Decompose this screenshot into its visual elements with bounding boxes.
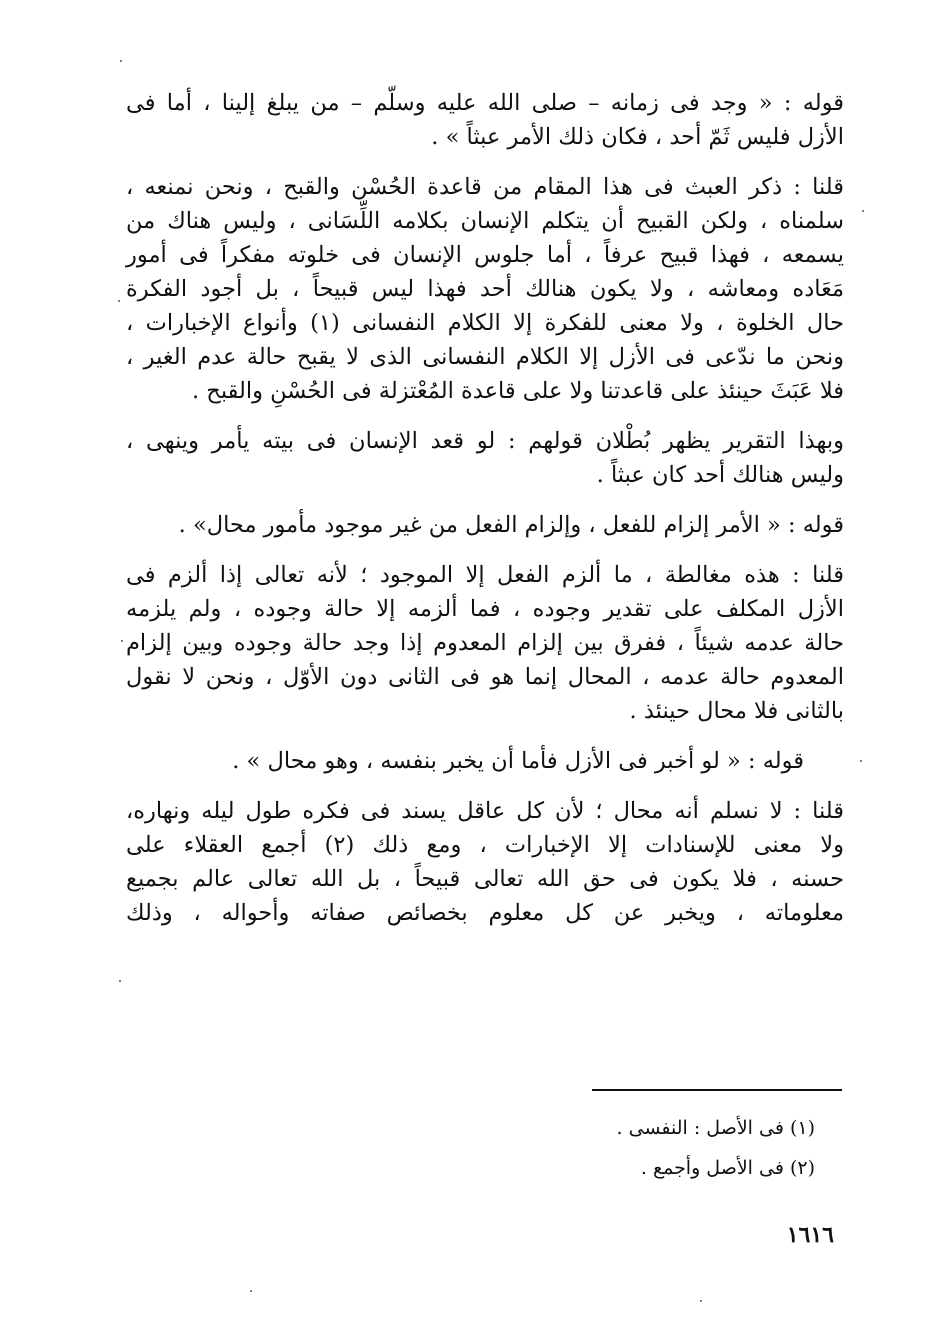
scan-speck [118, 300, 120, 302]
scan-speck [120, 60, 122, 62]
text-line: فلا عَبَثَ حينئذ على قاعدتنا ولا على قاعدة المُعْتزلة فى الحُسْنِ والقبح . [192, 378, 844, 404]
scan-speck [700, 1300, 702, 1302]
text-line: قوله : « وجد فى زمانه – صلى الله عليه وسلّم – من يبلغ إلينا ، أما فى [126, 90, 844, 116]
text-line: قوله : « الأمر إلزام للفعل ، وإلزام الفعل من غير موجود مأمور محال» . [178, 512, 844, 538]
text-line: قلنا : هذه مغالطة ، ما ألزم الفعل إلا الموجود ؛ لأنه تعالى إذا ألزم فى [126, 562, 844, 588]
text-line: حال الخلوة ، ولا معنى للفكرة إلا الكلام النفسانى (١) وأنواع الإخبارات ، [126, 310, 844, 336]
text-line: معلوماته ، ويخبر عن كل معلوم بخصائص صفاته وأحواله ، وذلك [126, 900, 844, 926]
page-number: ١٦١٦ [786, 1222, 834, 1248]
text-line: قلنا : لا نسلم أنه محال ؛ لأن كل عاقل يسند فى فكره طول ليله ونهاره، [126, 798, 844, 824]
paragraph-6 [126, 744, 844, 778]
paragraph-4 [126, 508, 844, 542]
text-line: ولا معنى للإسنادات إلا الإخبارات ، ومع ذلك (٢) أجمع العقلاء على [126, 832, 844, 858]
text-line: حالة عدمه شيئاً ، ففرق بين إلزام المعدوم إذا وجد حالة وجوده وبين إلزام [126, 630, 844, 656]
main-text [126, 86, 844, 930]
text-line: الأزل المكلف على تقدير وجوده ، فما ألزمه إلا حالة وجوده ، ولم يلزمه [126, 596, 844, 622]
paragraph-2 [126, 170, 844, 408]
scan-speck [121, 640, 123, 642]
paragraph-3 [126, 424, 844, 492]
text-line: بالثانى فلا محال حينئذ . [629, 698, 844, 724]
text-line: قوله : « لو أخبر فى الأزل فأما أن يخبر بنفسه ، وهو محال » . [232, 748, 804, 774]
text-line: يسمعه ، فهذا قبيح عرفاً ، أما جلوس الإنسان فى خلوته مفكراً فى أمور [126, 242, 844, 268]
scan-speck [862, 210, 864, 212]
footnotes [395, 1108, 815, 1188]
footnote-divider [592, 1089, 842, 1091]
text-line: مَعَاده ومعاشه ، ولا يكون هنالك أحد فهذا ليس قبيحاً ، بل أجود الفكرة [126, 276, 844, 302]
scan-speck [250, 1290, 252, 1292]
paragraph-1 [126, 86, 844, 154]
paragraph-5 [126, 558, 844, 728]
footnote-1: (١) فى الأصل : النفسى . [616, 1117, 815, 1139]
scan-speck [119, 980, 121, 982]
text-line: قلنا : ذكر العبث فى هذا المقام من قاعدة الحُسْن والقبح ، ونحن نمنعه ، [126, 174, 844, 200]
text-line: المعدوم حالة عدمه ، المحال إنما هو فى الثانى دون الأوّل ، ونحن لا نقول [126, 664, 844, 690]
text-line: سلمناه ، ولكن القبيح أن يتكلم الإنسان بكلامه اللِّسَانى ، وليس هناك من [126, 208, 844, 234]
scan-speck [860, 760, 862, 762]
paragraph-7 [126, 794, 844, 930]
text-line: حسنه ، فلا يكون فى حق الله تعالى قبيحاً ، بل الله تعالى عالم بجميع [126, 866, 844, 892]
text-line: وليس هنالك أحد كان عبثاً . [596, 462, 844, 488]
text-line: الأزل فليس ثَمّ أحد ، فكان ذلك الأمر عبثاً » . [431, 124, 844, 150]
text-line: وبهذا التقرير يظهر بُطْلان قولهم : لو قعد الإنسان فى بيته يأمر وينهى ، [126, 428, 844, 454]
text-line: ونحن ما ندّعى فى الأزل إلا الكلام النفسانى الذى لا يقبح حالة عدم الغير ، [126, 344, 844, 370]
footnote-2: (٢) فى الأصل وأجمع . [640, 1157, 815, 1179]
